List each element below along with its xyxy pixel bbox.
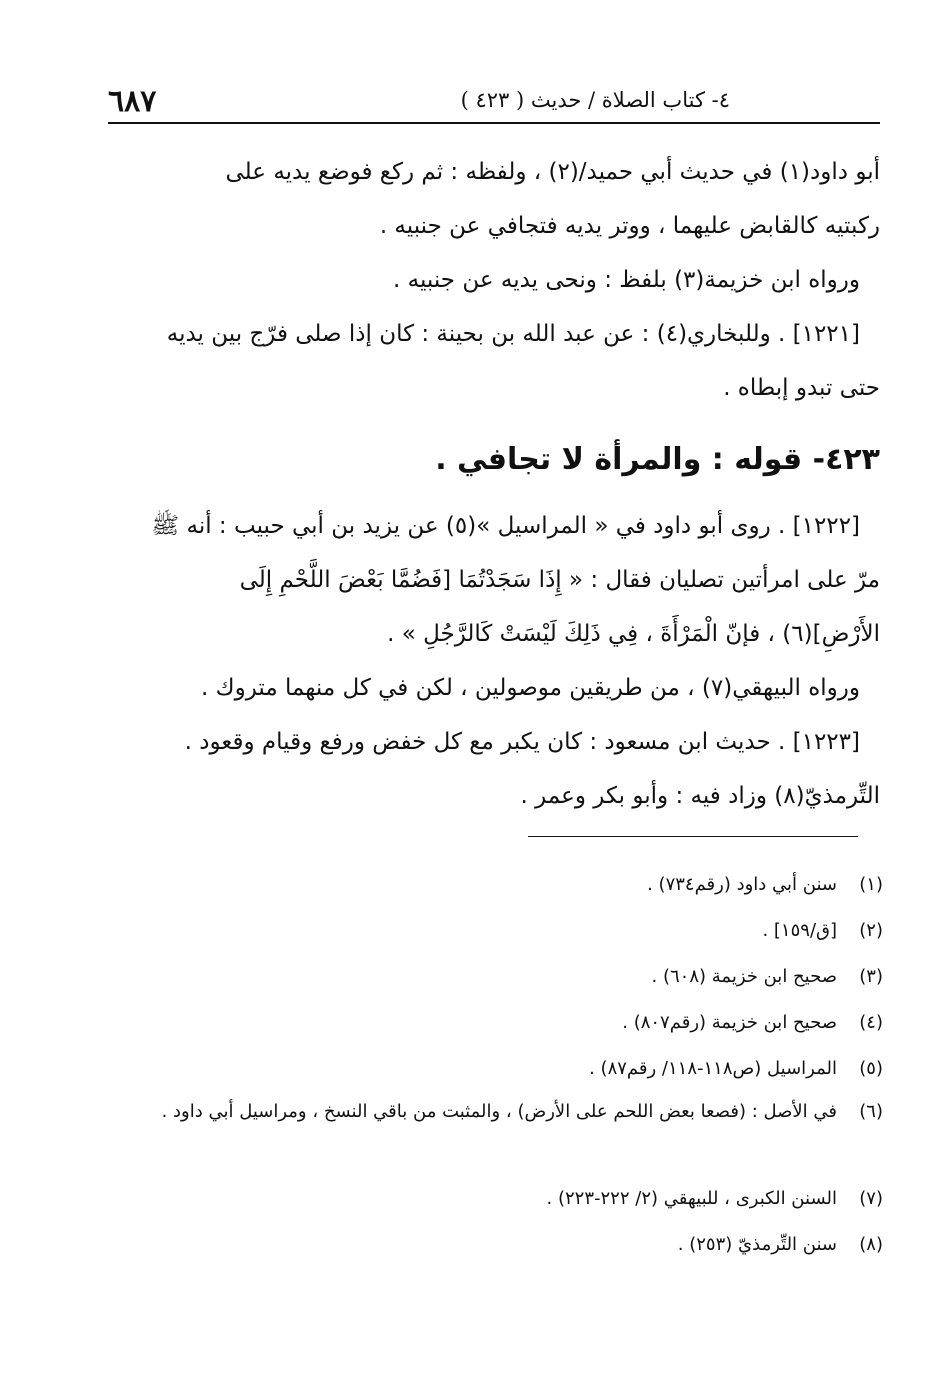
- header-rule: [108, 122, 880, 124]
- footnote-number: (٣): [859, 966, 883, 987]
- footnote-text: [ق/١٥٩] .: [762, 920, 837, 941]
- text-line: أبو داود(١) في حديث أبي حميد/(٢) ، ولفظه : ثم ركع فوضع يديه على: [225, 159, 880, 185]
- text-line: التِّرمذيّ(٨) وزاد فيه : وأبو بكر وعمر .: [520, 783, 880, 809]
- main-text: [108, 145, 880, 823]
- footnote-number: (٢): [859, 920, 883, 941]
- footnote-number: (٦): [859, 1101, 883, 1122]
- footnote-item: [108, 1000, 883, 1046]
- footnote-item: [108, 908, 883, 954]
- text-line: ورواه البيهقي(٧) ، من طريقين موصولين ، لكن في كل منهما متروك .: [201, 675, 860, 701]
- footnote-text: في الأصل : (فصعا بعض اللحم على الأرض) ، والمثبت من باقي النسخ ، ومراسيل أبي داود .: [161, 1101, 837, 1122]
- text-line: [١٢٢١] . وللبخاري(٤) : عن عبد الله بن بحينة : كان إذا صلى فرّج بين يديه: [166, 321, 860, 347]
- footnote-item: [108, 1176, 883, 1222]
- footnote-text: المراسيل (ص١١٨-١١٨/ رقم٨٧) .: [589, 1058, 837, 1079]
- footnote-text: السنن الكبرى ، للبيهقي (٢/ ٢٢٢-٢٢٣) .: [546, 1188, 837, 1209]
- footnote-item: [108, 1092, 883, 1176]
- chapter-title: ٤- كتاب الصلاة / حديث ( ٤٢٣ ): [460, 88, 730, 112]
- footnote-item: [108, 862, 883, 908]
- text-line: [١٢٢٢] . روى أبو داود في « المراسيل »(٥) عن يزيد بن أبي حبيب : أنه ﷺ: [151, 513, 860, 539]
- text-line: الأَرْضِ](٦) ، فإنّ الْمَرْأَةَ ، فِي ذَلِكَ لَيْسَتْ كَالرَّجُلِ » .: [387, 621, 880, 647]
- footnote-item: [108, 1222, 883, 1268]
- footnote-number: (٤): [859, 1012, 883, 1033]
- footnote-separator: [528, 836, 858, 837]
- footnote-text: سنن التِّرمذيّ (٢٥٣) .: [677, 1234, 837, 1255]
- text-line: مرّ على امرأتين تصليان فقال : « إِذَا سَجَدْتُمَا [فَضُمَّا بَعْضَ اللَّحْمِ إِلَى: [239, 567, 880, 593]
- page-number: ٦٨٧: [108, 84, 157, 119]
- footnote-text: صحيح ابن خزيمة (رقم٨٠٧) .: [622, 1012, 837, 1033]
- section-heading: ٤٢٣- قوله : والمرأة لا تجافي .: [435, 442, 880, 477]
- text-line: ورواه ابن خزيمة(٣) بلفظ : ونحى يديه عن جنبيه .: [393, 267, 860, 293]
- footnote-number: (٥): [859, 1058, 883, 1079]
- footnotes: [108, 862, 883, 1268]
- footnote-number: (٨): [859, 1234, 883, 1255]
- footnote-item: [108, 1046, 883, 1092]
- footnote-number: (٧): [859, 1188, 883, 1209]
- text-line: ركبتيه كالقابض عليهما ، ووتر يديه فتجافي عن جنبيه .: [379, 213, 880, 239]
- running-header: [108, 84, 880, 122]
- footnote-text: صحيح ابن خزيمة (٦٠٨) .: [651, 966, 837, 987]
- text-line: حتى تبدو إبطاه .: [723, 375, 880, 401]
- text-line: [١٢٢٣] . حديث ابن مسعود : كان يكبر مع كل خفض ورفع وقيام وقعود .: [184, 729, 860, 755]
- footnote-number: (١): [859, 874, 883, 895]
- footnote-item: [108, 954, 883, 1000]
- footnote-text: سنن أبي داود (رقم٧٣٤) .: [647, 874, 837, 895]
